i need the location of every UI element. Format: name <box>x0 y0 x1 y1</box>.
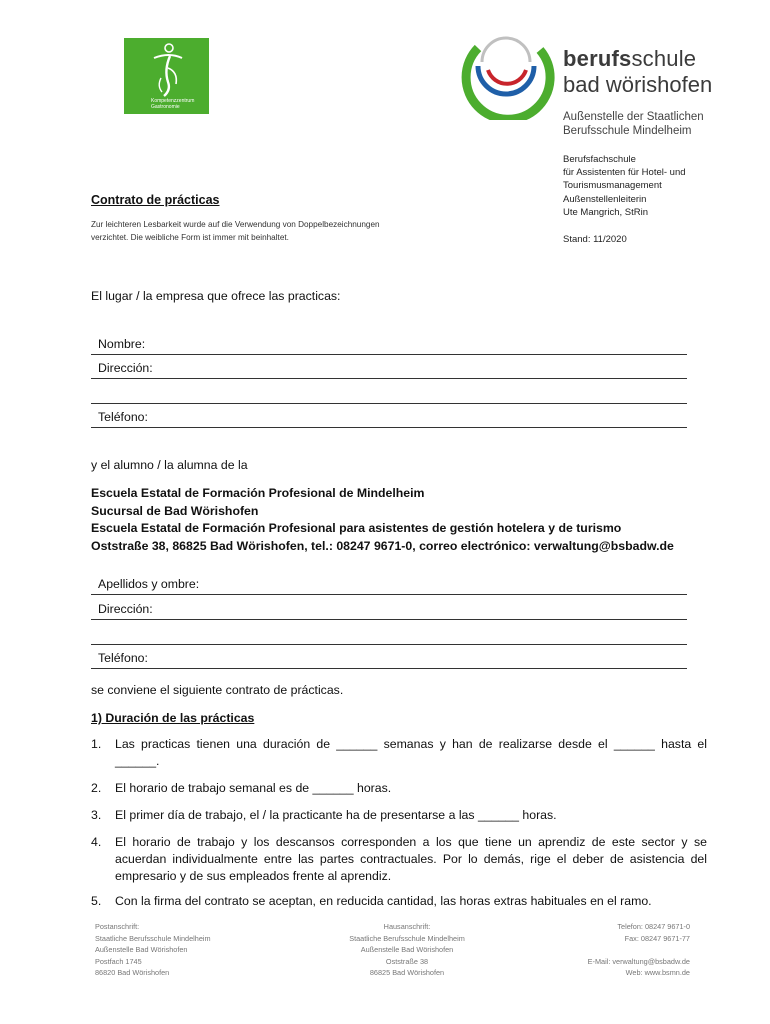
company-name-field[interactable] <box>91 334 687 355</box>
student-address-line2-field[interactable] <box>91 624 687 645</box>
section-heading: 1) Duración de las prácticas <box>91 711 255 725</box>
list-number: 4. <box>91 835 102 849</box>
berufsschule-logo-icon <box>456 28 556 120</box>
note-line-2: verzichtet. Die weibliche Form ist immer mit beinhaltet. <box>91 233 289 242</box>
info-line-4: Außenstellenleiterin <box>563 194 647 205</box>
student-phone-field[interactable] <box>91 648 687 669</box>
list-text: El horario de trabajo y los descansos corresponden a los que tiene un aprendiz de este sector y se acuerdan individualmente entre las partes contractuales. Por lo demás, rige el deber de asistencia del empresario y de sus empleados frente al aprendiz. <box>115 835 707 883</box>
brand-name: berufsschule <box>563 46 697 71</box>
field-label: Nombre: <box>98 337 146 351</box>
field-label: Teléfono: <box>98 410 148 424</box>
list-number: 2. <box>91 781 102 795</box>
field-label: Apellidos y ombre: <box>98 577 200 591</box>
school-line-3: Escuela Estatal de Formación Profesional para asistentes de gestión hotelera y de turismo <box>91 521 622 535</box>
footer-postal: Postanschrift: Staatliche Berufsschule Mindelheim Außenstelle Bad Wörishofen Postfach 1745 86820 Bad Wörishofen <box>95 922 211 977</box>
student-name-field[interactable] <box>91 574 687 595</box>
list-text: Con la firma del contrato se aceptan, en reducida cantidad, las horas extras habituales en el ramo. <box>115 894 652 908</box>
footer-contact: Telefon: 08247 9671-0 Fax: 08247 9671-77 E-Mail: verwaltung@bsbadw.de Web: www.bsmn.de <box>587 922 690 977</box>
logo-caption-2: Gastronomie <box>151 104 180 110</box>
school-line-2: Sucursal de Bad Wörishofen <box>91 504 259 518</box>
info-line-1: Berufsfachschule <box>563 154 636 165</box>
field-label: Dirección: <box>98 602 153 616</box>
list-text: Las practicas tienen una duración de ______ semanas y han de realizarse desde el ______ hasta el ______. <box>115 737 707 768</box>
list-number: 5. <box>91 894 102 908</box>
list-number: 3. <box>91 808 102 822</box>
brand-location: bad wörishofen <box>563 72 713 97</box>
brand-subtitle-2: Berufsschule Mindelheim <box>563 125 692 137</box>
stand-date: Stand: 11/2020 <box>563 234 627 245</box>
note-line-1: Zur leichteren Lesbarkeit wurde auf die Verwendung von Doppelbezeichnungen <box>91 220 380 229</box>
kompetenzzentrum-logo <box>124 38 209 114</box>
company-phone-field[interactable] <box>91 407 687 428</box>
info-line-5: Ute Mangrich, StRin <box>563 207 649 218</box>
intro-company: El lugar / la empresa que ofrece las practicas: <box>91 289 341 303</box>
student-address-field[interactable] <box>91 599 687 620</box>
school-line-1: Escuela Estatal de Formación Profesional de Mindelheim <box>91 486 425 500</box>
document-title: Contrato de prácticas <box>91 193 220 207</box>
agreement-text: se conviene el siguiente contrato de prácticas. <box>91 683 344 697</box>
footer-address: Hausanschrift: Staatliche Berufsschule Mindelheim Außenstelle Bad Wörishofen Oststraße 38 86825 Bad Wörishofen <box>349 922 465 977</box>
list-text: El horario de trabajo semanal es de ______ horas. <box>115 781 392 795</box>
school-line-4: Oststraße 38, 86825 Bad Wörishofen, tel.: 08247 9671-0, correo electrónico: verwaltung@bsbadw.de <box>91 539 674 553</box>
brand-subtitle-1: Außenstelle der Staatlichen <box>563 111 704 123</box>
field-label: Dirección: <box>98 361 153 375</box>
field-label: Teléfono: <box>98 651 148 665</box>
company-address-line2-field[interactable] <box>91 383 687 404</box>
info-line-2: für Assistenten für Hotel- und <box>563 167 686 178</box>
list-text: El primer día de trabajo, el / la practicante ha de presentarse a las ______ horas. <box>115 808 557 822</box>
info-line-3: Tourismusmanagement <box>563 180 662 191</box>
intro-student: y el alumno / la alumna de la <box>91 458 248 472</box>
logo-caption-1: Kompetenzzentrum <box>151 98 195 104</box>
company-address-field[interactable] <box>91 358 687 379</box>
list-number: 1. <box>91 737 102 751</box>
